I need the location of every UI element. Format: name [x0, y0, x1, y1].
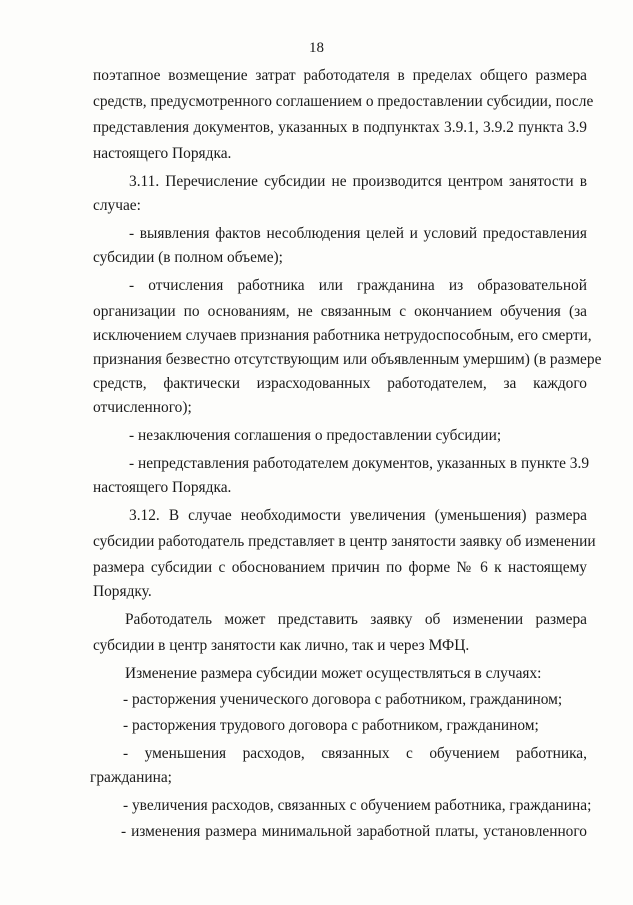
text-line: Порядку. [93, 583, 152, 600]
text-line: - расторжения трудового договора с работником, гражданином; [123, 717, 539, 734]
text-line: исключением случаев признания работника нетрудоспособным, его смерти, [93, 327, 592, 344]
text-line: - изменения размера минимальной заработной платы, установленного [121, 823, 587, 840]
text-line: настоящего Порядка. [93, 479, 232, 496]
text-line: Работодатель может представить заявку об изменении размера [125, 611, 587, 628]
text-line: - отчисления работника или гражданина из образовательной [129, 277, 587, 294]
text-line: представления документов, указанных в подпунктах 3.9.1, 3.9.2 пункта 3.9 [93, 119, 587, 136]
text-line: - выявления фактов несоблюдения целей и условий предоставления [129, 225, 587, 242]
text-line: поэтапное возмещение затрат работодателя в пределах общего размера [93, 67, 587, 84]
text-line: организации по основаниям, не связанным с окончанием обучения (за [93, 303, 587, 320]
text-line: - незаключения соглашения о предоставлении субсидии; [129, 427, 502, 444]
page-number: 18 [309, 40, 324, 56]
text-line: 3.11. Перечисление субсидии не производится центром занятости в [129, 173, 587, 190]
text-line: отчисленного); [93, 399, 192, 416]
text-line: признания безвестно отсутствующим или объявленным умершим) (в размере [93, 351, 602, 368]
text-line: средств, фактически израсходованных работодателем, за каждого [93, 375, 587, 392]
text-line: настоящего Порядка. [93, 145, 232, 162]
text-line: гражданина; [90, 769, 172, 786]
text-line: 3.12. В случае необходимости увеличения (уменьшения) размера [129, 507, 587, 524]
text-line: - непредставления работодателем документов, указанных в пункте 3.9 [129, 455, 590, 472]
text-line: случае: [93, 197, 141, 214]
text-line: субсидии в центр занятости как лично, так и через МФЦ. [93, 637, 470, 654]
text-line: Изменение размера субсидии может осуществляться в случаях: [125, 665, 542, 682]
text-line: - увеличения расходов, связанных с обучением работника, гражданина; [123, 797, 592, 814]
text-line: - уменьшения расходов, связанных с обучением работника, [123, 745, 587, 762]
text-line: - расторжения ученического договора с работником, гражданином; [123, 691, 563, 708]
text-line: размера субсидии с обоснованием причин по форме № 6 к настоящему [93, 559, 587, 576]
text-line: субсидии (в полном объеме); [93, 249, 283, 266]
text-line: средств, предусмотренного соглашением о предоставлении субсидии, после [93, 93, 594, 110]
text-line: субсидии работодатель представляет в центр занятости заявку об изменении [93, 533, 596, 550]
